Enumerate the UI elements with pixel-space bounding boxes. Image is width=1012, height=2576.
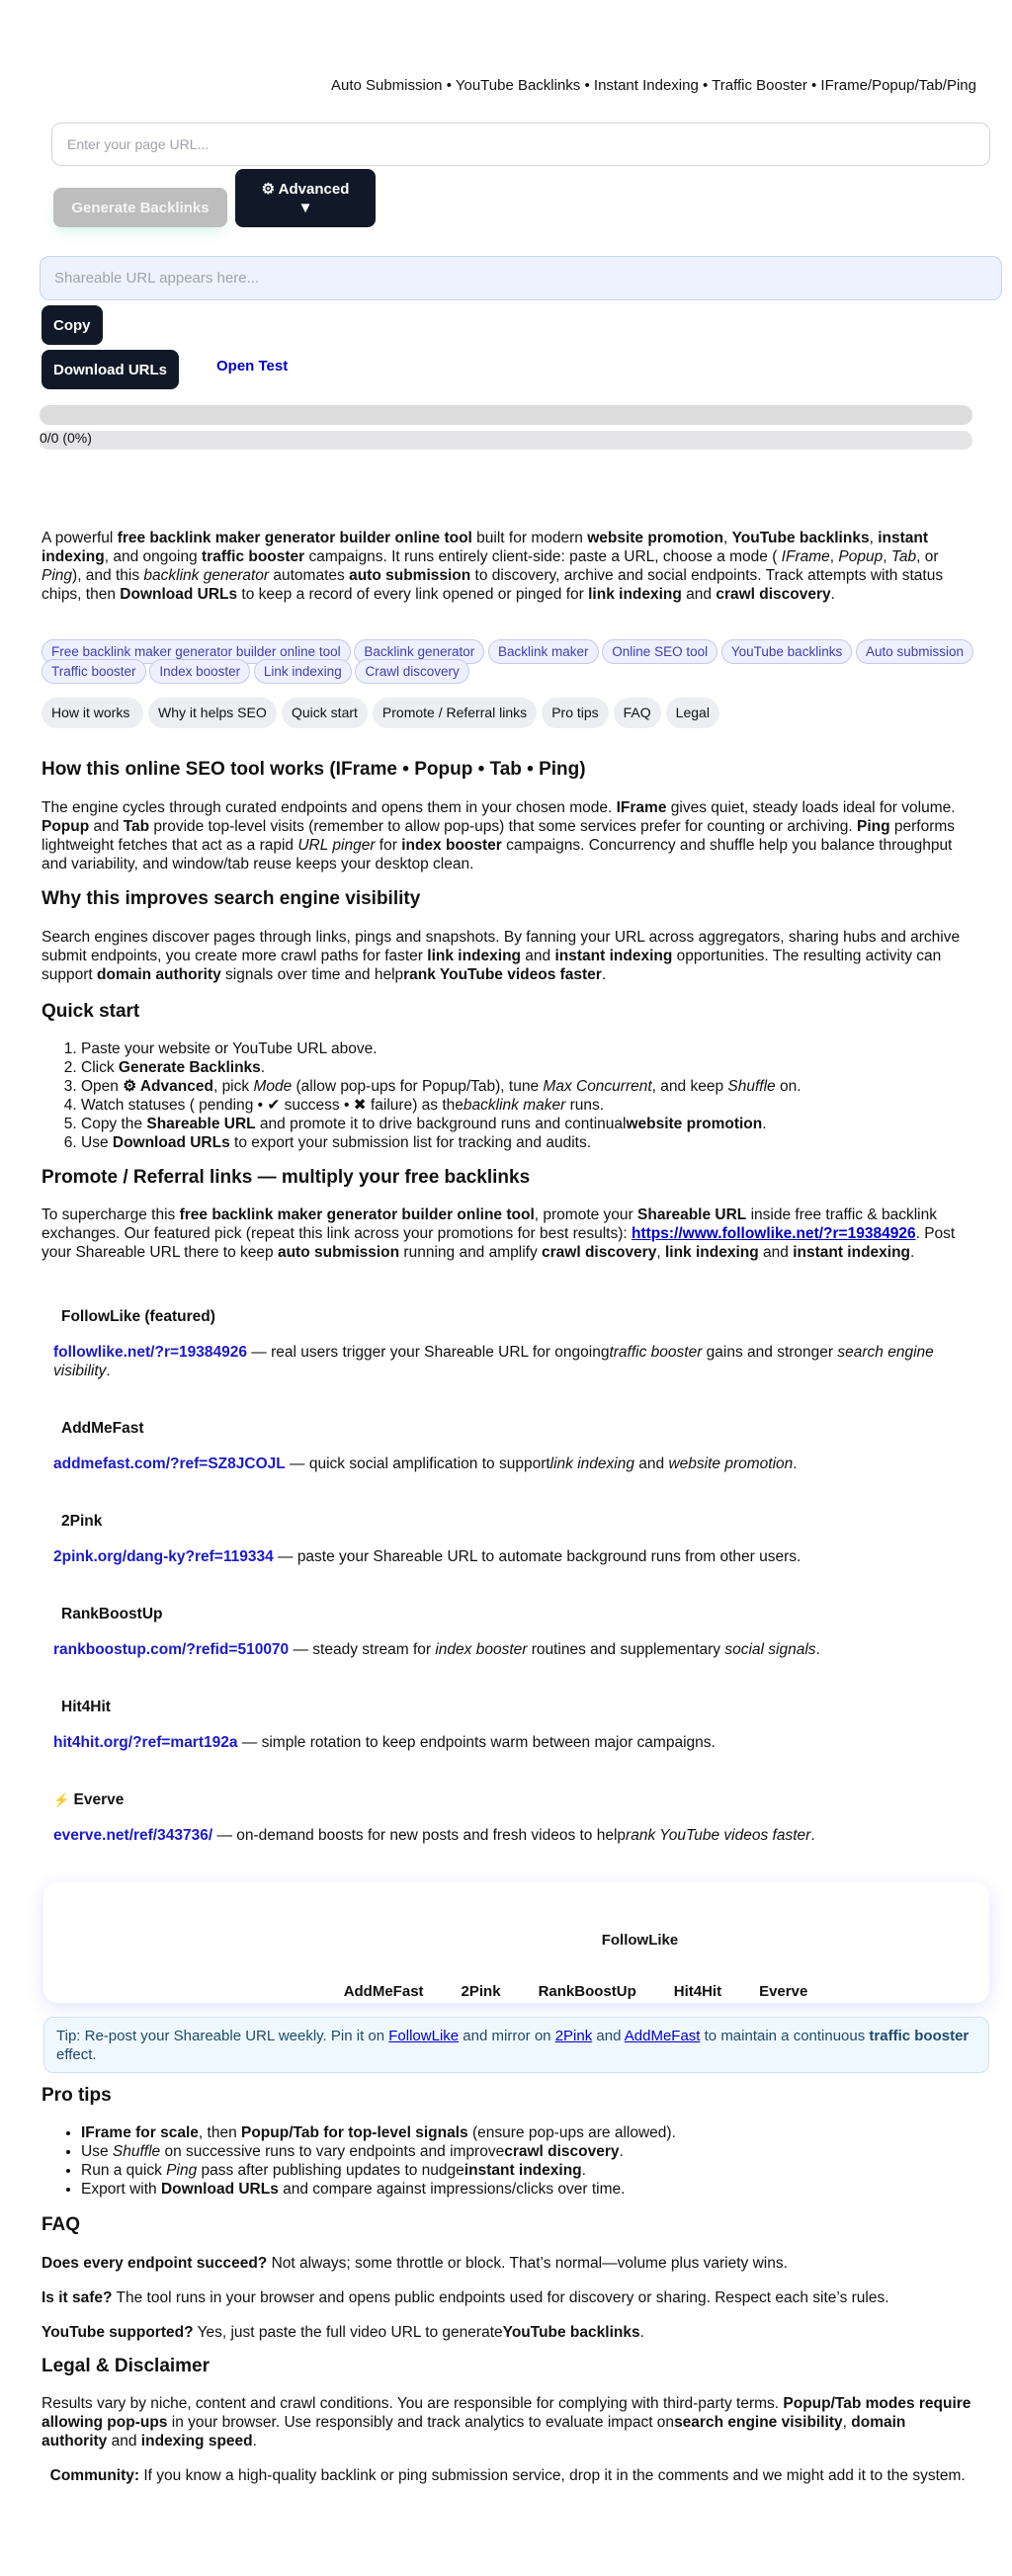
faq-item: Is it safe? The tool runs in your browser and opens public endpoints used for discovery or sharing. Respect each site’s rules. [42, 2289, 889, 2306]
open-test-link[interactable]: Open Test [216, 358, 289, 374]
quick-start-step: 5. Copy the Shareable URL and promote it to drive background runs and continualwebsite promotion. [81, 1115, 974, 1133]
faq-heading: FAQ [42, 2214, 81, 2235]
referral-title-everve: ⚡ Everve [53, 1791, 125, 1808]
referral-everve: everve.net/ref/343736/ — on-demand boosts for new posts and fresh videos to helprank YouTube videos faster. [53, 1827, 815, 1844]
pro-tip: • Export with Download URLs and compare against impressions/clicks over time. [81, 2180, 974, 2199]
pro-tips-list [42, 2123, 974, 2199]
keyword-chips [42, 642, 978, 682]
tip-link-addmefast[interactable]: AddMeFast [624, 2028, 701, 2044]
quick-start-step: 6. Use Download URLs to export your submission list for tracking and audits. [81, 1133, 974, 1152]
pro-tip: • Use Shuffle on successive runs to vary endpoints and improvecrawl discovery. [81, 2142, 974, 2161]
referral-rankboostup: rankboostup.com/?refid=510070 — steady stream for index booster routines and supplementary social signals. [53, 1641, 820, 1658]
nav-legal[interactable]: Legal [666, 698, 719, 728]
referral-title-addmefast: AddMeFast [61, 1420, 144, 1437]
page-url-input[interactable] [51, 123, 990, 166]
referral-title-followlike: FollowLike (featured) [61, 1308, 215, 1325]
faq-item: Does every endpoint succeed? Not always; some throttle or block. That’s normal—volume plus variety wins. [42, 2255, 788, 2272]
how-it-works-text: The engine cycles through curated endpoints and opens them in your chosen mode. IFrame gives quiet, steady loads ideal for volume. Popup and Tab provide top-level visits (remember to allow pop-ups) that some services prefer for counting or archiving. Ping performs lightweight fetches that act as a rapid URL pinger for index booster campaigns. Concurrency and shuffle help you balance throughput and variability, and window/tab reuse keeps your desktop clean. [42, 799, 956, 873]
keyword-chip: Link indexing [254, 659, 352, 684]
pro-tip: • Run a quick Ping pass after publishing updates to nudgeinstant indexing. [81, 2161, 974, 2180]
referral-title-rankboostup: RankBoostUp [61, 1606, 163, 1622]
pro-tip: • IFrame for scale, then Popup/Tab for top-level signals (ensure pop-ups are allowed). [81, 2123, 974, 2142]
brand-2pink[interactable]: 2Pink [461, 1983, 501, 2000]
tip-link-followlike[interactable]: FollowLike [388, 2028, 460, 2044]
legal-heading: Legal & Disclaimer [42, 2356, 211, 2376]
referral-followlike: followlike.net/?r=19384926 — real users trigger your Shareable URL for ongoingtraffic booster gains and stronger search engine visibility. [53, 1344, 934, 1379]
chevron-down-icon: ▼ [297, 199, 313, 216]
featured-referral-link[interactable]: https://www.followlike.net/?r=19384926 [632, 1225, 916, 1242]
brand-everve[interactable]: Everve [759, 1983, 808, 2000]
quick-start-list [42, 1039, 974, 1152]
download-urls-button[interactable]: Download URLs [42, 350, 179, 389]
section-nav [42, 698, 974, 728]
nav-pro-tips[interactable]: Pro tips [542, 698, 608, 728]
how-it-works-heading: How this online SEO tool works (IFrame • Popup • Tab • Ping) [42, 759, 586, 780]
nav-quick-start[interactable]: Quick start [282, 698, 368, 728]
brand-followlike[interactable]: FollowLike [601, 1932, 679, 1949]
nav-why-it-helps-seo[interactable]: Why it helps SEO [148, 698, 277, 728]
referral-title-2pink: 2Pink [61, 1513, 103, 1530]
keyword-chip: Free backlink maker generator builder online tool [42, 639, 351, 664]
legal-text: Results vary by niche, content and crawl conditions. You are responsible for complying with third-party terms. Popup/Tab modes require allowing pop-ups in your browser. Use responsibly and track analytics to evaluate impact onsearch engine visibility, domain authority and indexing speed. [42, 2395, 971, 2450]
referral-link[interactable]: everve.net/ref/343736/ [53, 1827, 213, 1844]
quick-start-step: 4. Watch statuses ( pending • ✔ success • ✖ failure) as thebacklink maker runs. [81, 1096, 974, 1115]
intro-paragraph: A powerful free backlink maker generator builder online tool built for modern website promotion, YouTube backlinks, instant indexing, and ongoing traffic booster campaigns. It runs entirely client-side: paste a URL, choose a mode ( IFrame, Popup, Tab, or Ping), and this backlink generator automates auto submission to discovery, archive and social endpoints. Track attempts with status chips, then Download URLs to keep a record of every link opened or pinged for link indexing and crawl discovery. [42, 530, 944, 603]
faq-item: YouTube supported? Yes, just paste the full video URL to generateYouTube backlinks. [42, 2324, 644, 2341]
brand-rankboostup[interactable]: RankBoostUp [538, 1983, 636, 2000]
referral-link[interactable]: 2pink.org/dang-ky?ref=119334 [53, 1548, 274, 1565]
keyword-chip: Index booster [149, 659, 250, 684]
tagline: Auto Submission • YouTube Backlinks • Instant Indexing • Traffic Booster • IFrame/Popup/Tab/Ping [330, 77, 976, 94]
keyword-chip: Crawl discovery [355, 659, 468, 684]
referral-addmefast: addmefast.com/?ref=SZ8JCOJL — quick social amplification to supportlink indexing and website promotion. [53, 1455, 798, 1472]
tip-link-2pink[interactable]: 2Pink [554, 2028, 593, 2044]
advanced-label: ⚙ Advanced [261, 180, 350, 198]
referral-title-hit4hit: Hit4Hit [61, 1699, 111, 1715]
keyword-chip: Auto submission [856, 639, 973, 664]
promote-text: To supercharge this free backlink maker generator builder online tool, promote your Shareable URL inside free traffic & backlink exchanges. Our featured pick (repeat this link across your promotions for best results): https://www.followlike.net/?r=19384926. Post your Shareable URL there to keep auto submission running and amplify crawl discovery, link indexing and instant indexing. [42, 1206, 956, 1261]
copy-button[interactable]: Copy [42, 305, 103, 345]
nav-promote[interactable]: Promote / Referral links [373, 698, 537, 728]
referral-link[interactable]: hit4hit.org/?ref=mart192a [53, 1734, 238, 1751]
promote-heading: Promote / Referral links — multiply your free backlinks [42, 1167, 531, 1188]
generate-backlinks-button[interactable]: Generate Backlinks [53, 188, 227, 227]
lightning-icon: ⚡ [53, 1792, 70, 1807]
quick-start-heading: Quick start [42, 1001, 140, 1022]
progress-status-bar [40, 431, 972, 450]
brand-row [43, 1983, 989, 2002]
brand-hit4hit[interactable]: Hit4Hit [673, 1983, 722, 2000]
progress-text: 0/0 (0%) [40, 430, 92, 446]
why-heading: Why this improves search engine visibility [42, 888, 421, 909]
referral-link[interactable]: followlike.net/?r=19384926 [53, 1344, 247, 1361]
advanced-toggle-button[interactable] [235, 169, 376, 227]
referral-hit4hit: hit4hit.org/?ref=mart192a — simple rotation to keep endpoints warm between major campaigns. [53, 1734, 716, 1751]
keyword-chip: YouTube backlinks [721, 639, 852, 664]
keyword-chip: Backlink generator [354, 639, 484, 664]
shareable-url-field[interactable] [40, 256, 1002, 300]
keyword-chip: Traffic booster [42, 659, 146, 684]
tip-box: Tip: Re-post your Shareable URL weekly. Pin it on FollowLike and mirror on 2Pink and AddMeFast to maintain a continuous traffic booster effect. [43, 2017, 989, 2073]
brand-addmefast[interactable]: AddMeFast [343, 1983, 424, 2000]
referral-2pink: 2pink.org/dang-ky?ref=119334 — paste your Shareable URL to automate background runs from other users. [53, 1548, 801, 1565]
quick-start-step: 1. Paste your website or YouTube URL above. [81, 1039, 974, 1058]
nav-how-it-works[interactable]: How it works [42, 698, 143, 728]
progress-bar [40, 405, 972, 425]
quick-start-step: 2. Click Generate Backlinks. [81, 1058, 974, 1077]
quick-start-step: 3. Open ⚙ Advanced, pick Mode (allow pop-ups for Popup/Tab), tune Max Concurrent, and keep Shuffle on. [81, 1077, 974, 1096]
pro-tips-heading: Pro tips [42, 2085, 112, 2106]
keyword-chip: Online SEO tool [602, 639, 717, 664]
keyword-chip: Backlink maker [488, 639, 599, 664]
nav-faq[interactable]: FAQ [614, 698, 661, 728]
why-text: Search engines discover pages through links, pings and snapshots. By fanning your URL across aggregators, sharing hubs and archive submit endpoints, you create more crawl paths for faster link indexing and instant indexing opportunities. The resulting activity can support domain authority signals over time and helprank YouTube videos faster. [42, 929, 961, 983]
referral-link[interactable]: rankboostup.com/?refid=510070 [53, 1641, 290, 1658]
brand-logos-card [43, 1882, 989, 2003]
community-note: Community: If you know a high-quality backlink or ping submission service, drop it in the comments and we might add it to the system. [49, 2467, 966, 2484]
referral-link[interactable]: addmefast.com/?ref=SZ8JCOJL [53, 1455, 286, 1472]
